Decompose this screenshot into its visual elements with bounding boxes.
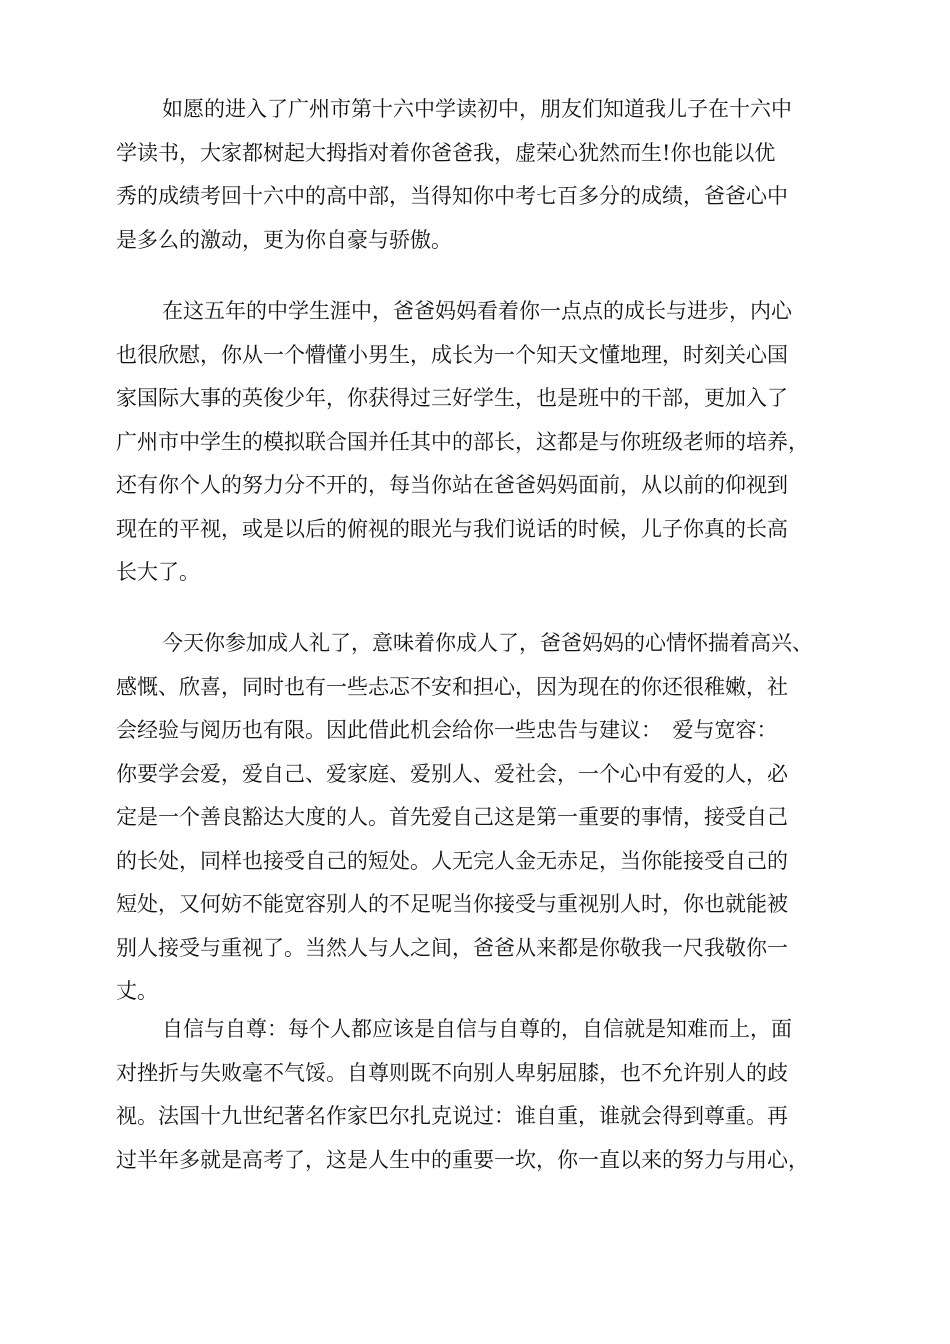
text-line: 丈。 — [116, 979, 158, 1003]
text-line: 现在的平视，或是以后的俯视的眼光与我们说话的时候，儿子你真的长高 — [116, 516, 788, 541]
paragraph — [116, 290, 836, 595]
text-line: 短处，又何妨不能宽容别人的不足呢当你接受与重视别人时，你也就能被 — [116, 892, 788, 916]
text-line: 定是一个善良豁达大度的人。首先爱自己这是第一重要的事情，接受自己 — [116, 805, 788, 829]
text-line: 是多么的激动，更为你自豪与骄傲。 — [116, 227, 452, 252]
paragraph — [116, 622, 836, 1014]
text-line: 会经验与阅历也有限。因此借此机会给你一些忠告与建议： 爱与宽容： — [116, 718, 778, 742]
paragraph — [116, 88, 836, 262]
text-line: 别人接受与重视了。当然人与人之间，爸爸从来都是你敬我一尺我敬你一 — [116, 935, 788, 960]
text-line: 也很欣慰，你从一个懵懂小男生，成长为一个知天文懂地理，时刻关心国 — [116, 342, 788, 367]
text-line: 的长处，同样也接受自己的短处。人无完人金无赤足，当你能接受自己的 — [116, 848, 788, 873]
text-line: 如愿的进入了广州市第十六中学读初中，朋友们知道我儿子在十六中 — [162, 97, 792, 121]
text-line: 你要学会爱，爱自己、爱家庭、爱别人、爱社会，一个心中有爱的人，必 — [116, 761, 788, 786]
text-line: 对挫折与失败毫不气馁。自尊则既不向别人卑躬屈膝，也不允许别人的歧 — [116, 1060, 788, 1085]
text-line: 秀的成绩考回十六中的高中部，当得知你中考七百多分的成绩，爸爸心中 — [116, 184, 788, 208]
text-line: 学读书，大家都树起大拇指对着你爸爸我，虚荣心犹然而生!你也能以优 — [116, 140, 776, 165]
text-line: 自信与自尊：每个人都应该是自信与自尊的，自信就是知难而上，面 — [162, 1017, 792, 1041]
text-line: 视。法国十九世纪著名作家巴尔扎克说过：谁自重，谁就会得到尊重。再 — [116, 1104, 788, 1128]
text-line: 在这五年的中学生涯中，爸爸妈妈看着你一点点的成长与进步，内心 — [162, 299, 792, 323]
text-line: 长大了。 — [116, 560, 200, 584]
text-line: 过半年多就是高考了，这是人生中的重要一坎，你一直以来的努力与用心， — [116, 1147, 809, 1172]
paragraph — [116, 1008, 836, 1182]
text-line: 今天你参加成人礼了，意味着你成人了，爸爸妈妈的心情怀揣着高兴、 — [162, 631, 813, 655]
text-line: 广州市中学生的模拟联合国并任其中的部长，这都是与你班级老师的培养， — [116, 429, 809, 454]
text-line: 还有你个人的努力分不开的，每当你站在爸爸妈妈面前，从以前的仰视到 — [116, 473, 788, 497]
text-line: 家国际大事的英俊少年，你获得过三好学生，也是班中的干部，更加入了 — [116, 386, 788, 410]
text-line: 感慨、欣喜，同时也有一些忐忑不安和担心，因为现在的你还很稚嫩，社 — [116, 674, 788, 699]
